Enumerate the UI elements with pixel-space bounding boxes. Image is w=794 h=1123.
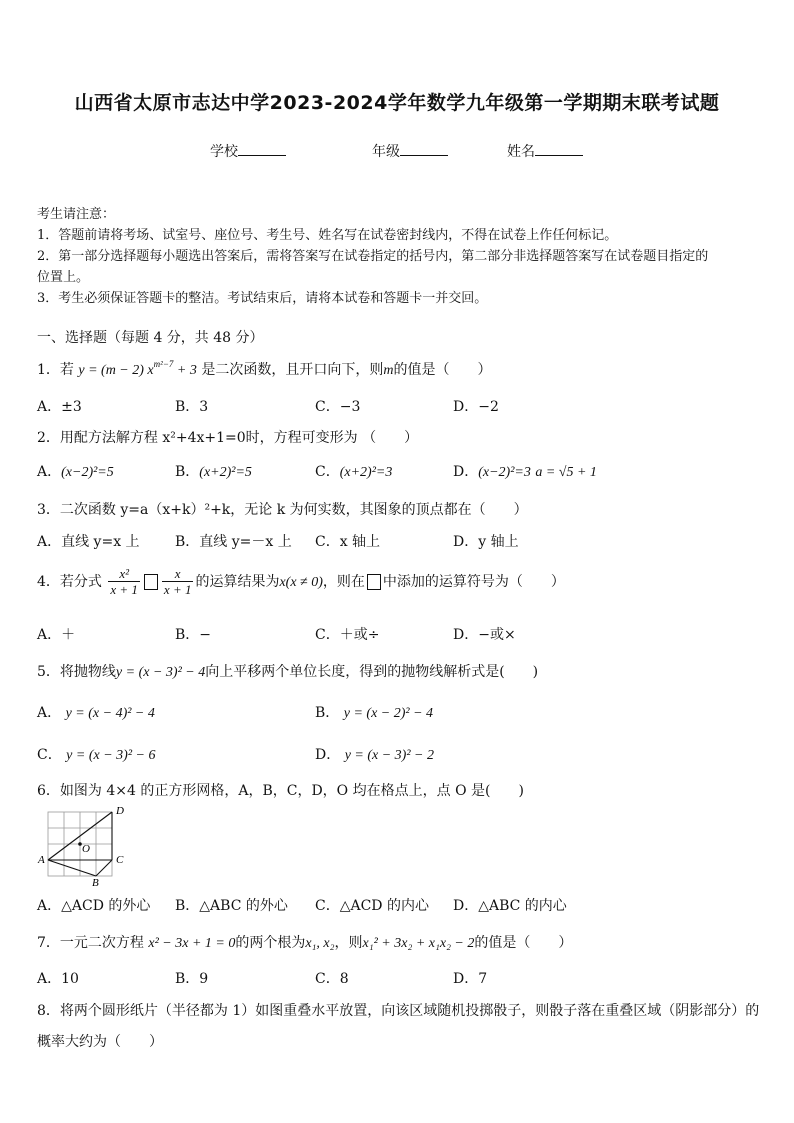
- q4-frac2-den: x + 1: [163, 582, 192, 597]
- q6-option-b[interactable]: B．△ABC 的外心: [175, 898, 288, 914]
- q5-option-a[interactable]: [37, 702, 155, 722]
- q2-expr-c: (x+2)²=3: [339, 465, 393, 480]
- name-field[interactable]: [507, 141, 583, 161]
- q1-option-a[interactable]: A．±3: [37, 399, 82, 415]
- q1-formula: y = (m − 2) $x^{m^2-7} + 3$: [78, 359, 197, 378]
- q7-option-c[interactable]: C．8: [315, 971, 349, 987]
- q7-expression: x₁² + 3x₂ + x₁x₂ − 2: [362, 936, 475, 951]
- q4-operator-box: [144, 574, 158, 590]
- question-2: 2．用配方法解方程 x²+4x+1=0时，方程可变形为 （ ）: [37, 430, 419, 446]
- q3-option-b[interactable]: B．直线 y=－x 上: [175, 534, 292, 550]
- q1-option-d[interactable]: D．−2: [453, 399, 499, 415]
- notice-item-2-cont: 位置上。: [37, 270, 90, 285]
- notice-item-2: 2．第一部分选择题每小题选出答案后，需将答案写在试卷指定的括号内，第二部分非选择题答案写在试卷题目指定的: [37, 249, 709, 264]
- q7-roots: x₁, x₂: [305, 936, 335, 951]
- q2-expr-b: (x+2)²=5: [199, 465, 252, 480]
- q7-middle: 的两个根为: [235, 935, 306, 951]
- q6-grid-figure: [36, 804, 132, 888]
- question-1: [37, 359, 491, 379]
- school-field[interactable]: [210, 141, 286, 161]
- q6-label-o: O: [82, 843, 90, 855]
- q2-label-b: B．: [175, 464, 200, 480]
- q2-expr-d: (x−2)²=3: [478, 465, 531, 480]
- q2-option-d[interactable]: [453, 461, 597, 481]
- q5-option-d[interactable]: [315, 744, 434, 764]
- q1-option-c[interactable]: C．−3: [315, 399, 361, 415]
- q5-option-c[interactable]: [37, 744, 155, 764]
- page-title: 山西省太原市志达中学2023-2024学年数学九年级第一学期期末联考试题: [74, 92, 720, 114]
- school-label: 学校: [210, 144, 238, 160]
- q1-var-m: m: [383, 363, 394, 378]
- q6-label-a: A: [38, 854, 45, 866]
- q2-extra: a = √5 + 1: [535, 465, 597, 480]
- q4-option-c[interactable]: C．＋或÷: [315, 627, 380, 643]
- q2-label-c: C．: [315, 464, 340, 480]
- q7-suffix: 的值是（ ）: [474, 935, 573, 951]
- q5-expr-b: y = (x − 2)² − 4: [343, 706, 434, 721]
- notice-item-1: 1．答题前请将考场、试室号、座位号、考生号、姓名写在试卷密封线内，不得在试卷上作任何标记。: [37, 228, 618, 243]
- question-7: [37, 932, 572, 952]
- q1-middle: 是二次函数，且开口向下，则: [201, 362, 384, 378]
- q4-suffix: 中添加的运算符号为（ ）: [382, 574, 565, 590]
- q2-option-b[interactable]: [175, 461, 252, 481]
- q5-expr: y = (x − 3)² − 4: [115, 665, 206, 680]
- grade-label: 年级: [372, 144, 400, 160]
- question-3: 3．二次函数 y=a（x+k）²+k，无论 k 为何实数，其图象的顶点都在（ ）: [37, 502, 528, 518]
- q2-label-a: A．: [37, 464, 62, 480]
- q5-expr-a: y = (x − 4)² − 4: [65, 706, 155, 721]
- q2-option-c[interactable]: [315, 461, 392, 481]
- q4-option-d[interactable]: D．−或×: [453, 627, 516, 643]
- q5-label-c: C．: [37, 747, 62, 763]
- q2-expr-a: (x−2)²=5: [61, 465, 114, 480]
- question-4: [37, 566, 565, 598]
- q4-fraction-1: [108, 566, 140, 598]
- q5-expr-d: y = (x − 3)² − 2: [344, 748, 434, 763]
- q6-option-c[interactable]: C．△ACD 的内心: [315, 898, 429, 914]
- q4-option-a[interactable]: A．＋: [37, 627, 76, 643]
- q7-option-d[interactable]: D．7: [453, 971, 488, 987]
- q4-condition: x(x ≠ 0): [279, 575, 323, 590]
- q4-frac1-num: x²: [108, 566, 140, 582]
- q7-mid2: ，则: [334, 935, 363, 951]
- q4-after: ，则在: [322, 574, 365, 590]
- name-label: 姓名: [507, 144, 535, 160]
- q4-fraction-2: [162, 566, 194, 598]
- q2-label-d: D．: [453, 464, 479, 480]
- q6-option-a[interactable]: A．△ACD 的外心: [37, 898, 151, 914]
- q5-prefix: 5．将抛物线: [37, 664, 116, 680]
- grade-field[interactable]: [372, 141, 448, 161]
- question-5: [37, 661, 538, 681]
- q1-suffix: 的值是（ ）: [393, 362, 492, 378]
- grade-blank[interactable]: [400, 143, 448, 156]
- q5-label-d: D．: [315, 747, 341, 763]
- q4-middle: 的运算结果为: [195, 574, 280, 590]
- q6-label-c: C: [116, 854, 124, 866]
- question-8-line-1: 8．将两个圆形纸片（半径都为 1）如图重叠水平放置，向该区域随机投掷骰子，则骰子落在重叠区域（阴影部分）的: [37, 1003, 760, 1019]
- q4-prefix: 4．若分式: [37, 574, 102, 590]
- q5-label-b: B．: [315, 705, 340, 721]
- q7-option-a[interactable]: A．10: [37, 971, 79, 987]
- q7-equation: x² − 3x + 1 = 0: [148, 936, 236, 951]
- notice-heading: 考生请注意：: [37, 207, 116, 222]
- q7-prefix: 7．一元二次方程: [37, 935, 144, 951]
- q4-operator-box-ref: [367, 574, 381, 590]
- q5-option-b[interactable]: [315, 702, 433, 722]
- q3-option-d[interactable]: D．y 轴上: [453, 534, 519, 550]
- q2-option-a[interactable]: [37, 461, 114, 481]
- notice-item-3: 3．考生必须保证答题卡的整洁。考试结束后，请将本试卷和答题卡一并交回。: [37, 291, 488, 306]
- q7-option-b[interactable]: B．9: [175, 971, 209, 987]
- q3-option-a[interactable]: A．直线 y=x 上: [37, 534, 140, 550]
- q6-label-b: B: [92, 877, 99, 888]
- q1-prefix: 1．若: [37, 362, 74, 378]
- question-8-line-2: 概率大约为（ ）: [37, 1034, 163, 1050]
- q3-option-c[interactable]: C．x 轴上: [315, 534, 381, 550]
- section-heading: 一、选择题（每题 4 分，共 48 分）: [37, 330, 264, 346]
- question-6: 6．如图为 4×4 的正方形网格，A，B，C，D，O 均在格点上，点 O 是( ): [37, 783, 524, 799]
- q5-label-a: A．: [37, 705, 62, 721]
- school-blank[interactable]: [238, 143, 286, 156]
- name-blank[interactable]: [535, 143, 583, 156]
- q5-suffix: 向上平移两个单位长度，得到的抛物线解析式是( ): [205, 664, 539, 680]
- q1-option-b[interactable]: B．3: [175, 399, 209, 415]
- q4-option-b[interactable]: B．−: [175, 627, 212, 643]
- q6-option-d[interactable]: D．△ABC 的内心: [453, 898, 567, 914]
- q4-frac1-den: x + 1: [110, 582, 138, 597]
- q5-expr-c: y = (x − 3)² − 6: [66, 748, 156, 763]
- q6-label-d: D: [116, 805, 124, 817]
- q4-frac2-num: x: [162, 566, 194, 582]
